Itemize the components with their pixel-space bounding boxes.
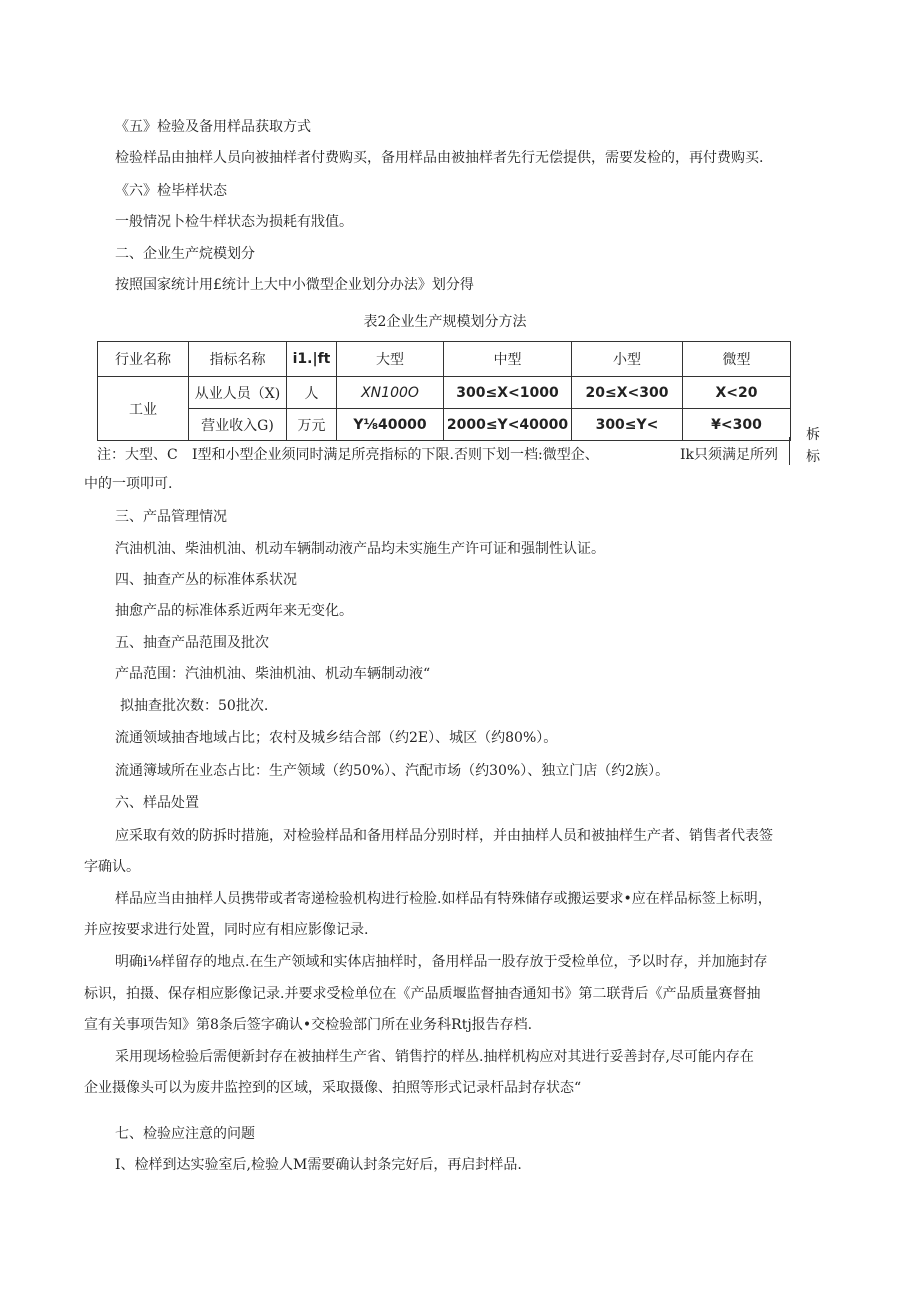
cell-unit: 人	[287, 377, 337, 409]
paragraph-storage-line2: 标识，拍摄、保存相应影像记录.并要求受检单位在《产品质堰监督抽杳通知书》第二联背后《产品质量赛督抽	[84, 986, 761, 1002]
paragraph-classification-basis: 按照国家统计用£统计上大中小微型企业划分办法》划分得	[115, 277, 474, 293]
table-caption: 表2企业生产规模划分方法	[363, 314, 527, 330]
paragraph-sealing-line1: 应采取有效的防拆时措施，对检验样品和备用样品分别时样，并由抽样人员和被抽样生产者、销售者代表签	[115, 828, 773, 844]
header-unit: i1.|ft	[287, 342, 337, 377]
cell-medium: 300≤X<1000	[444, 377, 572, 409]
cell-large: XN100O	[337, 377, 444, 409]
cell-small: 20≤X<300	[572, 377, 683, 409]
table-note-line2: 中的一项叩可.	[84, 476, 173, 492]
paragraph-batch-count: 拟抽查批次数：50批次.	[120, 698, 269, 714]
paragraph-sample-purchase: 检验样品由抽样人员向被抽样者付费购买，备用样品由被抽样者先行无偿提供，需要发检的，再付费购买.	[115, 150, 764, 166]
cell-indicator: 从业人员（X)	[189, 377, 287, 409]
table-note-b: I型和小型企业须同时满足所亮指标的下限.否则下划一档:微型企、	[192, 447, 599, 463]
header-indicator: 指标名称	[189, 342, 287, 377]
paragraph-business-ratio: 流通簿域所在业态占比：生产领域（约50%）、汽配市场（约30%）、独立门店（约2族）。	[115, 763, 670, 779]
paragraph-storage-line1: 明确i⅛样留存的地点.在生产领域和实体店抽样时，备用样品一股存放于受检单位，予以时存，并加施封存	[115, 954, 768, 970]
paragraph-transport-line1: 样品应当由抽样人员携带或者寄递检验机构进行检脸.如样品有特殊储存或搬运要求•应在样品标签上标明，	[115, 891, 772, 907]
paragraph-transport-line2: 并应按要求进行处置，同时应有相应影像记录.	[84, 922, 369, 938]
cell-industry: 工业	[98, 377, 189, 441]
enterprise-scale-table	[97, 341, 791, 441]
header-industry: 行业名称	[98, 342, 189, 377]
cell-indicator: 营业收入G)	[189, 409, 287, 441]
cell-unit: 万元	[287, 409, 337, 441]
section-4-heading: 四、抽查产丛的标准体系状况	[115, 572, 297, 588]
paragraph-onsite-line2: 企业摄像头可以为废井监控到的区域，采取摄像、拍照等形式记录杆品封存状态“	[84, 1080, 582, 1096]
paragraph-sealing-line2: 字确认。	[84, 859, 140, 875]
paragraph-storage-line3: 宣有关事项告知》第8条后签字确认•交检验部门所在业务科Rtj报告存档.	[84, 1017, 533, 1033]
paragraph-product-scope: 产品范围：汽油机油、柴油机油、机动车辆制动液“	[115, 666, 431, 682]
table-side-note-1: 柝	[806, 427, 820, 443]
section-6b-heading: 六、样品处置	[115, 795, 199, 811]
cell-medium: 2000≤Y<40000	[444, 409, 572, 441]
section-5-heading: 《五》检验及备用样品获取方式	[115, 119, 311, 135]
table-header-row	[98, 342, 791, 377]
header-large: 大型	[337, 342, 444, 377]
section-7-heading: 七、检验应注意的问题	[115, 1126, 255, 1142]
cell-small: 300≤Y<	[572, 409, 683, 441]
cell-micro: X<20	[683, 377, 791, 409]
paragraph-onsite-line1: 采用现场检验后需便新封存在被抽样生产省、销售拧的样丛.抽样机构应对其进行妥善封存,尽可能内存在	[115, 1049, 754, 1065]
paragraph-standard-system: 抽愈产品的标准体系近两年来无变化。	[115, 603, 353, 619]
cell-micro: ¥<300	[683, 409, 791, 441]
header-small: 小型	[572, 342, 683, 377]
header-medium: 中型	[444, 342, 572, 377]
table-row	[98, 409, 791, 441]
section-5b-heading: 五、抽查产品范围及批次	[115, 635, 269, 651]
section-2-heading: 二、企业生产烷模划分	[115, 246, 255, 262]
table-row	[98, 377, 791, 409]
table-note-a: 注：大型、C	[97, 447, 178, 463]
note-divider	[789, 437, 790, 465]
section-3-heading: 三、产品管理情况	[115, 509, 227, 525]
section-6-heading: 《六》检毕样状态	[115, 183, 227, 199]
cell-large: Y⅛40000	[337, 409, 444, 441]
paragraph-lab-check: I、检样到达实验室后,检验人M需要确认封条完好后，再启封样品.	[115, 1157, 522, 1173]
table-side-note-2: 标	[806, 449, 820, 465]
paragraph-sample-state: 一般情况卜检牛样状态为损耗有戕值。	[115, 214, 353, 230]
header-micro: 微型	[683, 342, 791, 377]
table-note-c: Ik只须满足所列	[680, 447, 779, 463]
paragraph-region-ratio: 流通领域抽杳地域占比；农村及城乡结合部（约2E）、城区（约80%）。	[115, 730, 558, 746]
paragraph-product-management: 汽油机油、柴油机油、机动车辆制动液产品均未实施生产许可证和强制性认证。	[115, 541, 605, 557]
